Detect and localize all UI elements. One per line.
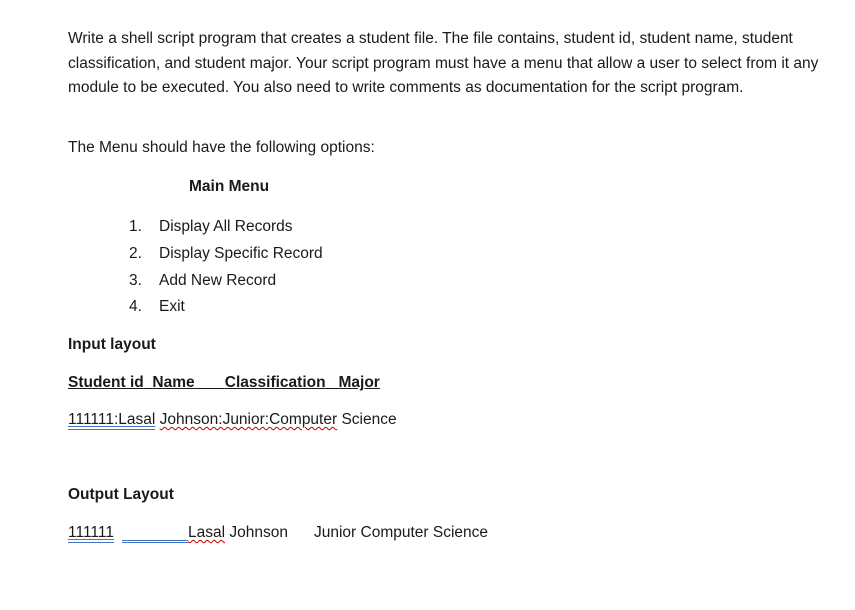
menu-item-label: Add New Record — [159, 272, 277, 289]
record-tail-part: Science — [341, 411, 397, 428]
output-gap-underline — [122, 540, 188, 543]
menu-item-number: 2. — [129, 245, 142, 262]
output-class-major: Junior Computer Science — [314, 524, 489, 541]
menu-item-2 — [129, 245, 323, 263]
menu-item-3 — [129, 272, 276, 290]
menu-item-number: 3. — [129, 272, 142, 289]
menu-intro: The Menu should have the following options: — [68, 139, 375, 156]
column-student-id: Student id — [68, 374, 144, 391]
record-id-part: 111111:Lasal — [68, 411, 156, 428]
menu-item-4 — [129, 298, 185, 316]
column-classification: Classification — [224, 374, 326, 391]
menu-item-label: Display Specific Record — [159, 245, 323, 262]
input-record — [68, 411, 397, 429]
menu-item-label: Exit — [159, 298, 185, 315]
menu-item-number: 1. — [129, 218, 142, 235]
output-id: 111111 — [68, 524, 114, 541]
output-name — [188, 524, 288, 542]
menu-item-number: 4. — [129, 298, 142, 315]
column-major: Major — [338, 374, 380, 391]
output-first-name: Lasal — [188, 524, 226, 541]
menu-item-1 — [129, 218, 293, 236]
output-last-name: Johnson — [229, 524, 288, 541]
menu-title: Main Menu — [189, 178, 270, 195]
input-columns-header — [68, 374, 380, 392]
output-layout-heading: Output Layout — [68, 486, 174, 503]
record-middle-part: Johnson:Junior:Computer — [159, 411, 338, 428]
column-name: Name — [152, 374, 195, 391]
menu-item-label: Display All Records — [159, 218, 293, 235]
input-layout-heading: Input layout — [68, 336, 156, 353]
intro-paragraph: Write a shell script program that creates a student file. The file contains, student id, student name, student classification, and student major. Your script program must have a menu that allow a user to select from it any module to be executed. You also need to write comments as documentation for the script program. — [68, 30, 819, 96]
